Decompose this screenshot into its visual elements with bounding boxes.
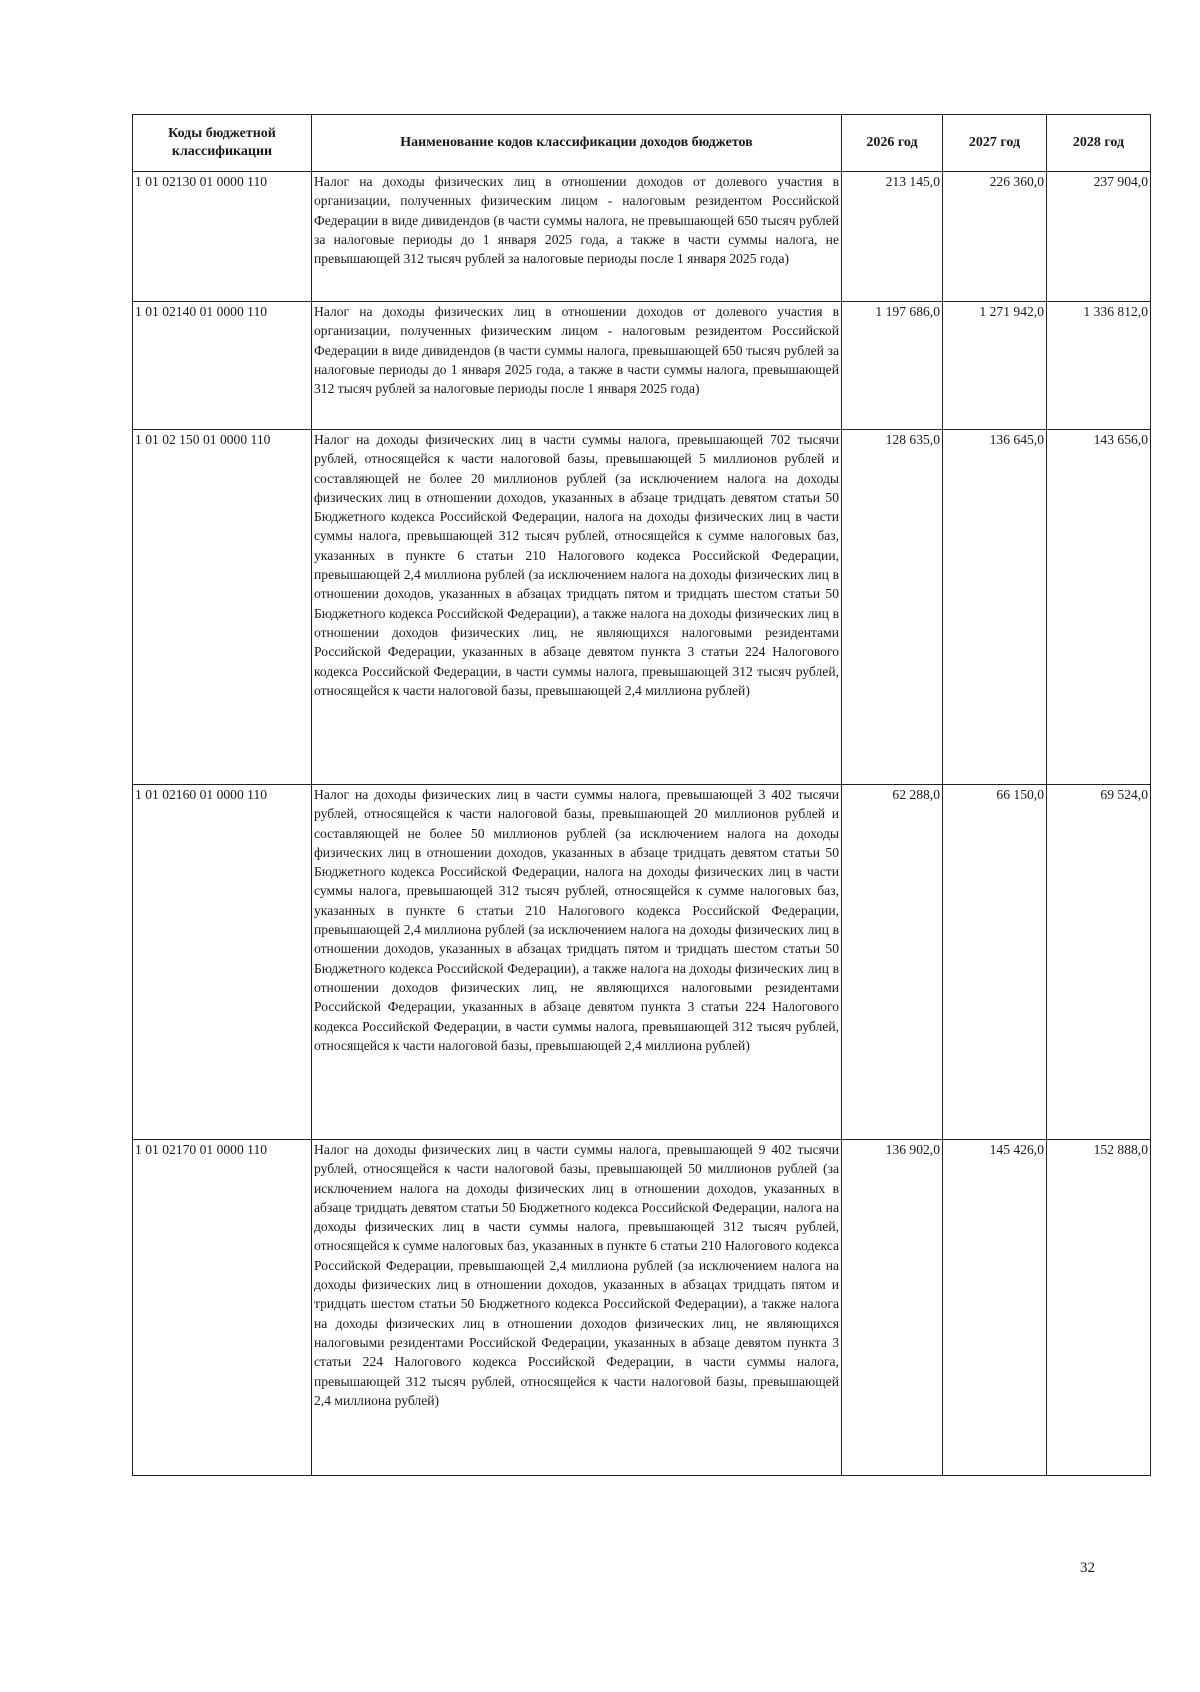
header-2026: 2026 год: [842, 115, 943, 172]
table-header-row: [133, 115, 1151, 172]
row-value-2027: 145 426,0: [943, 1140, 1047, 1476]
table-row: [133, 302, 1151, 430]
row-value-2027: 1 271 942,0: [943, 302, 1047, 430]
row-value-2026: 213 145,0: [842, 172, 943, 302]
row-value-2028: 237 904,0: [1047, 172, 1151, 302]
row-name: Налог на доходы физических лиц в отношении доходов от долевого участия в организации, полученных физическим лицом - налоговым резидентом Российской Федерации в виде дивидендов (в части суммы налога, превышающей 650 тысяч рублей за налоговые периоды до 1 января 2025 года, а также в части суммы налога, превышающей 312 тысяч рублей за налоговые периоды после 1 января 2025 года): [312, 302, 842, 430]
row-code: 1 01 02130 01 0000 110: [133, 172, 312, 302]
table-row: [133, 1140, 1151, 1476]
row-value-2028: 1 336 812,0: [1047, 302, 1151, 430]
row-value-2026: 136 902,0: [842, 1140, 943, 1476]
header-code: Коды бюджетной классификации: [133, 115, 312, 172]
row-name: Налог на доходы физических лиц в части суммы налога, превышающей 702 тысячи рублей, относящейся к части налоговой базы, превышающей 5 миллионов рублей и составляющей не более 20 миллионов рублей (за исключением налога на доходы физических лиц в отношении доходов, указанных в абзаце тридцать девятом статьи 50 Бюджетного кодекса Российской Федерации, налога на доходы физических лиц в части суммы налога, превышающей 312 тысяч рублей, относящейся к сумме налоговых баз, указанных в пункте 6 статьи 210 Налогового кодекса Российской Федерации, превышающей 2,4 миллиона рублей (за исключением налога на доходы физических лиц в отношении доходов, указанных в абзацах тридцать пятом и тридцать шестом статьи 50 Бюджетного кодекса Российской Федерации), а также налога на доходы физических лиц в отношении доходов физических лиц, не являющихся налоговыми резидентами Российской Федерации, указанных в абзаце девятом пункта 3 статьи 224 Налогового кодекса Российской Федерации, в части суммы налога, превышающей 312 тысяч рублей, относящейся к части налоговой базы, превышающей 2,4 миллиона рублей): [312, 430, 842, 785]
row-value-2027: 226 360,0: [943, 172, 1047, 302]
row-value-2026: 128 635,0: [842, 430, 943, 785]
row-code: 1 01 02170 01 0000 110: [133, 1140, 312, 1476]
row-value-2026: 1 197 686,0: [842, 302, 943, 430]
table-row: [133, 172, 1151, 302]
header-name: Наименование кодов классификации доходов бюджетов: [312, 115, 842, 172]
row-value-2028: 143 656,0: [1047, 430, 1151, 785]
row-name: Налог на доходы физических лиц в части суммы налога, превышающей 9 402 тысячи рублей, относящейся к части налоговой базы, превышающей 50 миллионов рублей (за исключением налога на доходы физических лиц в отношении доходов, указанных в абзаце тридцать девятом статьи 50 Бюджетного кодекса Российской Федерации, налога на доходы физических лиц в части суммы налога, превышающей 312 тысяч рублей, относящейся к сумме налоговых баз, указанных в пункте 6 статьи 210 Налогового кодекса Российской Федерации, превышающей 2,4 миллиона рублей (за исключением налога на доходы физических лиц в отношении доходов, указанных в абзацах тридцать пятом и тридцать шестом статьи 50 Бюджетного кодекса Российской Федерации), а также налога на доходы физических лиц в отношении доходов физических лиц, не являющихся налоговыми резидентами Российской Федерации, указанных в абзаце девятом пункта 3 статьи 224 Налогового кодекса Российской Федерации, в части суммы налога, превышающей 312 тысяч рублей, относящейся к части налоговой базы, превышающей 2,4 миллиона рублей): [312, 1140, 842, 1476]
row-value-2026: 62 288,0: [842, 785, 943, 1140]
row-value-2027: 136 645,0: [943, 430, 1047, 785]
row-value-2027: 66 150,0: [943, 785, 1047, 1140]
row-code: 1 01 02140 01 0000 110: [133, 302, 312, 430]
row-code: 1 01 02 150 01 0000 110: [133, 430, 312, 785]
row-name: Налог на доходы физических лиц в отношении доходов от долевого участия в организации, полученных физическим лицом - налоговым резидентом Российской Федерации в виде дивидендов (в части суммы налога, не превышающей 650 тысяч рублей за налоговые периоды до 1 января 2025 года, а также в части суммы налога, не превышающей 312 тысяч рублей за налоговые периоды после 1 января 2025 года): [312, 172, 842, 302]
header-2028: 2028 год: [1047, 115, 1151, 172]
row-value-2028: 69 524,0: [1047, 785, 1151, 1140]
table-row: [133, 785, 1151, 1140]
row-code: 1 01 02160 01 0000 110: [133, 785, 312, 1140]
table-row: [133, 430, 1151, 785]
row-name: Налог на доходы физических лиц в части суммы налога, превышающей 3 402 тысячи рублей, относящейся к части налоговой базы, превышающей 20 миллионов рублей и составляющей не более 50 миллионов рублей (за исключением налога на доходы физических лиц в отношении доходов, указанных в абзаце тридцать девятом статьи 50 Бюджетного кодекса Российской Федерации, налога на доходы физических лиц в части суммы налога, превышающей 312 тысяч рублей, относящейся к сумме налоговых баз, указанных в пункте 6 статьи 210 Налогового кодекса Российской Федерации, превышающей 2,4 миллиона рублей (за исключением налога на доходы физических лиц в отношении доходов, указанных в абзацах тридцать пятом и тридцать шестом статьи 50 Бюджетного кодекса Российской Федерации), а также налога на доходы физических лиц в отношении доходов физических лиц, не являющихся налоговыми резидентами Российской Федерации, указанных в абзаце девятом пункта 3 статьи 224 Налогового кодекса Российской Федерации, в части суммы налога, превышающей 312 тысяч рублей, относящейся к части налоговой базы, превышающей 2,4 миллиона рублей): [312, 785, 842, 1140]
row-value-2028: 152 888,0: [1047, 1140, 1151, 1476]
page-number: 32: [1080, 1560, 1095, 1576]
budget-revenue-table: [132, 114, 1151, 1476]
header-2027: 2027 год: [943, 115, 1047, 172]
